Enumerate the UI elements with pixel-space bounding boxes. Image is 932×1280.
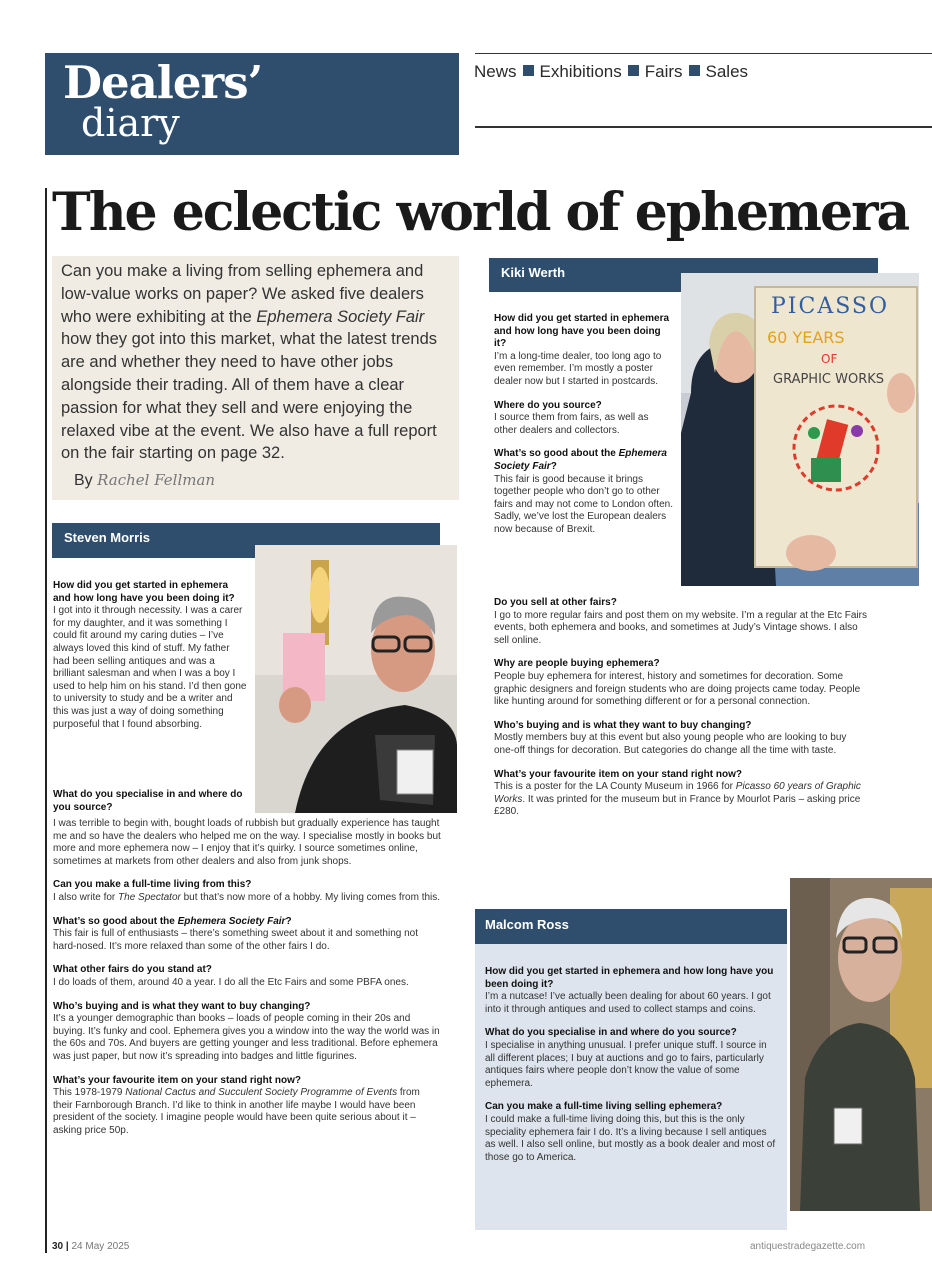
steven-photo bbox=[255, 545, 457, 813]
kiki-q3: What’s so good about the Ephemera Society Fair? bbox=[494, 448, 667, 472]
steven-q3: Can you make a full-time living from this? bbox=[53, 879, 252, 891]
intro-box bbox=[52, 256, 459, 500]
poster-years: 60 YEARS bbox=[767, 328, 845, 347]
steven-block-1 bbox=[53, 580, 247, 731]
headline: The eclectic world of ephemera bbox=[52, 182, 909, 243]
square-bullet-icon bbox=[628, 65, 639, 76]
page-number: 30 bbox=[52, 1241, 64, 1252]
nav-rule-top bbox=[475, 53, 932, 54]
nav-rule-bottom bbox=[475, 126, 932, 128]
masthead bbox=[45, 53, 459, 155]
steven-a5: I do loads of them, around 40 a year. I do all the Etc Fairs and some PBFA ones. bbox=[53, 976, 409, 988]
kiki-q2: Where do you source? bbox=[494, 399, 602, 411]
malcolm-q1: How did you get started in ephemera and how long have you been doing it? bbox=[485, 966, 774, 990]
masthead-title: Dealers’ bbox=[63, 56, 263, 109]
kiki-q6: Who’s buying and is what they want to buy changing? bbox=[494, 719, 752, 731]
kiki-block-1 bbox=[494, 313, 674, 537]
poster-of: OF bbox=[821, 352, 838, 366]
kiki-q1: How did you get started in ephemera and how long have you been doing it? bbox=[494, 313, 670, 350]
kiki-q7: What’s your favourite item on your stand right now? bbox=[494, 768, 742, 780]
malcolm-name: Malcom Ross bbox=[485, 917, 569, 932]
kiki-photo bbox=[681, 273, 919, 586]
steven-a4: This fair is full of enthusiasts – there’s something sweet about it and something not hard-nosed. It’s more relaxed than some of the other fairs I do. bbox=[53, 928, 419, 952]
kiki-a2: I source them from fairs, as well as other dealers and collectors. bbox=[494, 412, 649, 436]
malcolm-q3: Can you make a full-time living selling ephemera? bbox=[485, 1101, 723, 1113]
kiki-q5: Why are people buying ephemera? bbox=[494, 658, 660, 670]
steven-a7: This 1978-1979 National Cactus and Succulent Society Programme of Events from their Farnborough Branch. I’d like to think in another life maybe I would have been president of the society. I imagine people would have been quite serious about it – asking price 50p. bbox=[53, 1087, 420, 1136]
square-bullet-icon bbox=[523, 65, 534, 76]
malcolm-a2: I specialise in anything unusual. I prefer unique stuff. I source in all different places; I buy at auctions and go to fairs, particularly antiques fairs where people don’t know the value of some ephemera. bbox=[485, 1039, 767, 1089]
steven-q1: How did you get started in ephemera and how long have you been doing it? bbox=[53, 580, 235, 604]
steven-a1: I got into it through necessity. I was a carer for my daughter, and it was something I could fit around my caring duties – I’ve always loved this kind of stuff. My father had been selling antiques and was a brilliant salesman and when I was a boy I used to help him on his stand. I’d then gone to university to study and be a writer and this was just a way of doing something purposeful that I found absorbing. bbox=[53, 605, 247, 730]
nav-sales[interactable]: Sales bbox=[705, 62, 749, 81]
intro-text: Can you make a living from selling ephemera and low-value works on paper? We asked five dealers who were exhibiting at the Ephemera Society Fair how they got into this market, what the latest trends are and whether they need to have other jobs alongside their trading. All of them have a clear passion for what they sell and were enjoying the relaxed vibe at the event. We also have a full report on the fair starting on page 32. bbox=[61, 262, 438, 463]
nav-news[interactable]: News bbox=[474, 62, 517, 81]
footer-folio: 30 | 24 May 2025 bbox=[52, 1241, 130, 1252]
malcolm-block bbox=[485, 966, 777, 1164]
nav-fairs[interactable]: Fairs bbox=[644, 62, 683, 81]
footer-site: antiquestradegazette.com bbox=[750, 1241, 866, 1252]
malcolm-name-bar bbox=[475, 909, 787, 944]
kiki-a7: This is a poster for the LA County Museum in 1966 for Picasso 60 years of Graphic Works. It was printed for the museum but in France by Mourlot Paris – asking price £280. bbox=[494, 781, 861, 818]
kiki-block-2 bbox=[494, 597, 869, 819]
square-bullet-icon bbox=[689, 65, 700, 76]
issue-date: 24 May 2025 bbox=[71, 1241, 130, 1252]
kiki-a3: This fair is good because it brings together people who don’t go to other fairs and may not come to London often. Sadly, we’ve lost the European dealers now because of Brexit. bbox=[494, 473, 673, 535]
kiki-a5: People buy ephemera for interest, history and sometimes for decoration. Some graphic designers and foreign students who are doing projects came today. People like hunting around for something different or for a personal connection. bbox=[494, 670, 861, 708]
steven-a6: It’s a younger demographic than books – loads of people coming in their 20s and buying. It’s funky and cool. Ephemera gives you a window into the way the world was in the 60s and 70s. And buyers are getting younger and less traditional. Before ephemera was just paper, but now it’s spreading into badges and little figurines. bbox=[53, 1013, 440, 1062]
poster-title: PICASSO bbox=[771, 294, 890, 319]
steven-block-2a bbox=[53, 818, 441, 1137]
kiki-a6: Mostly members buy at this event but also young people who are looking to buy one-off things for decoration. But categories do change all the time with taste. bbox=[494, 732, 847, 756]
steven-name: Steven Morris bbox=[64, 530, 150, 545]
malcolm-a1: I’m a nutcase! I’ve actually been dealing for about 60 years. I got into it through antiques and used to collect stamps and coins. bbox=[485, 991, 771, 1015]
nav-exhibitions[interactable]: Exhibitions bbox=[539, 62, 622, 81]
malcolm-q2: What do you specialise in and where do you source? bbox=[485, 1027, 737, 1039]
masthead-subtitle: diary bbox=[81, 101, 180, 145]
left-rule bbox=[45, 188, 47, 1253]
steven-a3: I also write for The Spectator but that’s now more of a hobby. My living comes from this. bbox=[53, 891, 441, 903]
poster-graphic-works: GRAPHIC WORKS bbox=[773, 372, 885, 387]
kiki-a4: I go to more regular fairs and post them on my website. I’m a regular at the Etc Fairs events, both ephemera and books, and sometimes at Judy’s Vintage shows. I also sell online. bbox=[494, 609, 867, 646]
kiki-name: Kiki Werth bbox=[501, 265, 566, 280]
section-nav bbox=[474, 62, 748, 82]
steven-q2: What do you specialise in and where do you source? bbox=[53, 789, 243, 813]
byline: By Rachel Fellman bbox=[74, 471, 216, 490]
byline-author: Rachel Fellman bbox=[97, 471, 216, 490]
steven-a2: I was terrible to begin with, bought loads of rubbish but gradually experience has taught me and so have the dealers who helped me on the way. I specialise mostly in books but more and more ephemera now – I enjoy that it’s quirky. I source sometimes online, sometimes at markets from other dealers and also from junk shops. bbox=[53, 818, 441, 867]
kiki-q4: Do you sell at other fairs? bbox=[494, 597, 617, 608]
steven-q5: What other fairs do you stand at? bbox=[53, 964, 212, 976]
malcolm-photo bbox=[790, 878, 932, 1211]
malcolm-a3: I could make a full-time living doing this, but this is the only speciality ephemera fair I do. It’s a living because I sell antiques as well. I also sell online, but mostly as a book dealer and most of those go to America. bbox=[485, 1113, 776, 1163]
steven-q7: What’s your favourite item on your stand right now? bbox=[53, 1074, 301, 1086]
kiki-a1: I’m a long-time dealer, too long ago to even remember. I’m mostly a poster dealer now but I started in postcards. bbox=[494, 350, 662, 387]
steven-block-2q bbox=[53, 789, 247, 814]
steven-q6: Who’s buying and is what they want to buy changing? bbox=[53, 1000, 311, 1012]
steven-q4: What’s so good about the Ephemera Society Fair? bbox=[53, 915, 292, 927]
